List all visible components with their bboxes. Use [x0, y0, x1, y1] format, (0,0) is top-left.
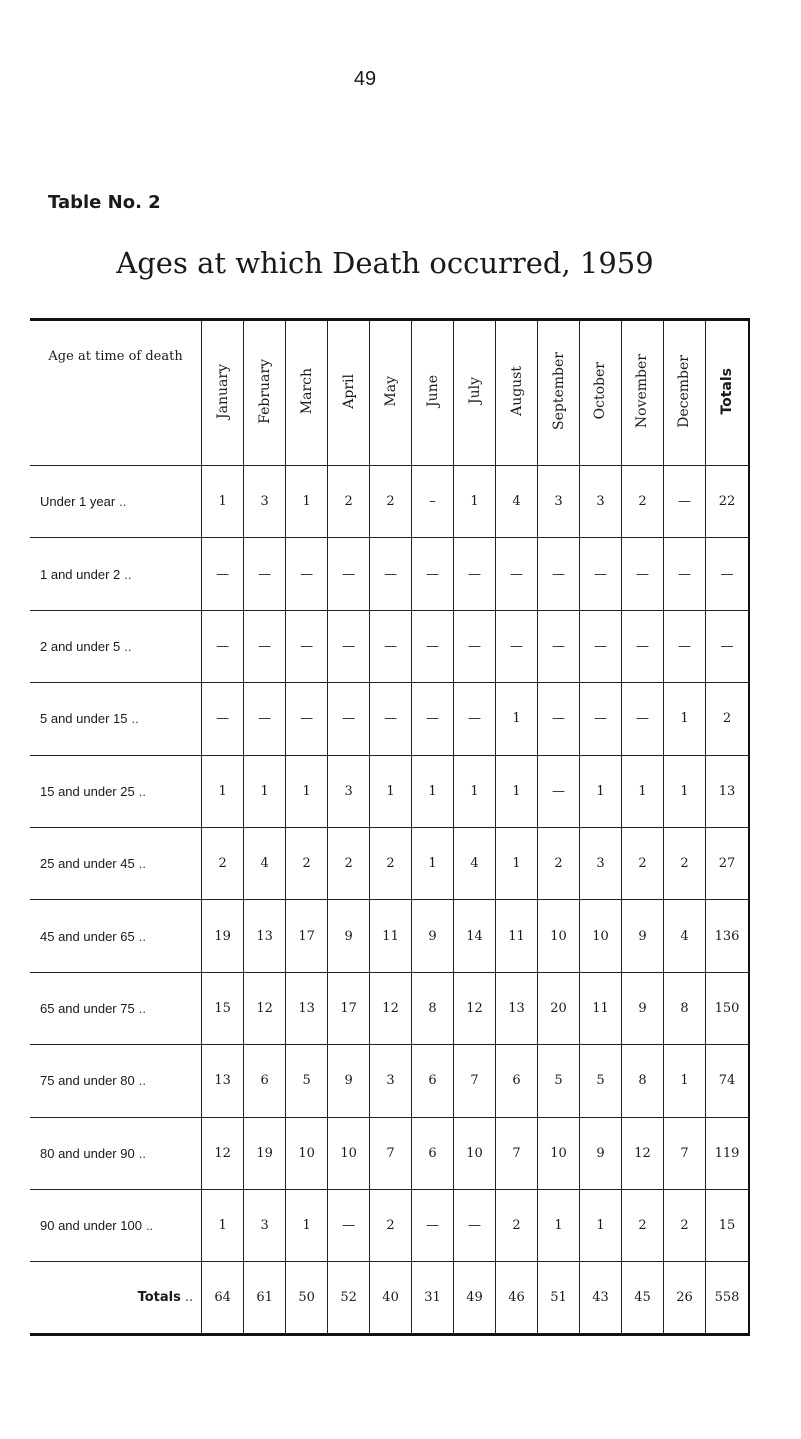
totals-column-header — [705, 320, 749, 466]
month-cell: 10 — [328, 1117, 370, 1189]
page-number: 49 — [353, 68, 377, 90]
leader-dots: .. — [124, 566, 132, 582]
leader-dots: .. — [145, 1218, 154, 1234]
month-cell: 43 — [580, 1262, 622, 1334]
month-cell: 17 — [286, 900, 328, 972]
month-cell: 2 — [370, 466, 412, 538]
month-cell: 45 — [621, 1262, 663, 1334]
month-cell: 1 — [454, 755, 496, 827]
month-cell: — — [580, 610, 622, 682]
row-label-text: 15 and under 25 — [40, 783, 135, 799]
month-cell: 52 — [328, 1262, 370, 1334]
month-cell: 19 — [244, 1117, 286, 1189]
month-cell: — — [538, 538, 580, 610]
month-cell: 1 — [286, 466, 328, 538]
month-cell: 1 — [202, 755, 244, 827]
month-cell: — — [244, 683, 286, 755]
month-cell: 2 — [286, 827, 328, 899]
month-cell: 10 — [538, 1117, 580, 1189]
month-header-january — [202, 320, 244, 466]
month-cell: 51 — [538, 1262, 580, 1334]
month-cell: 64 — [202, 1262, 244, 1334]
month-cell: – — [412, 466, 454, 538]
month-cell: 13 — [496, 972, 538, 1044]
month-cell: 1 — [286, 1189, 328, 1261]
month-cell: 7 — [496, 1117, 538, 1189]
month-header-august — [496, 320, 538, 466]
month-cell: — — [538, 755, 580, 827]
month-cell: — — [412, 538, 454, 610]
month-header-label: May — [382, 375, 399, 407]
month-header-label: June — [424, 375, 441, 407]
row-label-text: Totals — [137, 1289, 181, 1305]
month-cell: 4 — [454, 827, 496, 899]
row-total-cell: 119 — [705, 1117, 749, 1189]
month-cell: 3 — [370, 1045, 412, 1117]
month-cell: 12 — [370, 972, 412, 1044]
month-cell: 2 — [328, 827, 370, 899]
month-cell: 1 — [454, 466, 496, 538]
month-cell: — — [621, 683, 663, 755]
row-label — [30, 900, 202, 972]
table-row — [30, 1117, 749, 1189]
table-label: Table No. 2 — [48, 192, 161, 213]
month-cell: — — [328, 683, 370, 755]
month-cell: 2 — [328, 466, 370, 538]
month-header-label: February — [256, 358, 273, 424]
row-total-cell: 150 — [705, 972, 749, 1044]
month-cell: 3 — [244, 466, 286, 538]
month-cell: 6 — [244, 1045, 286, 1117]
month-cell: 17 — [328, 972, 370, 1044]
row-label-text: 65 and under 75 — [40, 1000, 135, 1016]
row-label-text: 25 and under 45 — [40, 856, 135, 872]
leader-dots: .. — [138, 1145, 146, 1161]
month-cell: 10 — [580, 900, 622, 972]
month-cell: 3 — [244, 1189, 286, 1261]
table-row — [30, 900, 749, 972]
month-cell: 9 — [328, 900, 370, 972]
month-cell: 13 — [244, 900, 286, 972]
month-cell: 11 — [580, 972, 622, 1044]
leader-dots: .. — [184, 1289, 194, 1305]
month-cell: 2 — [370, 827, 412, 899]
row-label-text: 80 and under 90 — [40, 1145, 135, 1161]
month-cell: 1 — [580, 1189, 622, 1261]
month-cell: 13 — [286, 972, 328, 1044]
month-cell: 4 — [496, 466, 538, 538]
month-cell: 9 — [412, 900, 454, 972]
row-label-text: 75 and under 80 — [40, 1073, 135, 1089]
month-cell: 3 — [538, 466, 580, 538]
month-cell: — — [412, 683, 454, 755]
month-cell: — — [370, 610, 412, 682]
month-header-label: April — [340, 373, 357, 409]
month-header-label: October — [592, 362, 609, 420]
month-cell: 1 — [496, 827, 538, 899]
month-cell: 14 — [454, 900, 496, 972]
month-cell: — — [244, 538, 286, 610]
month-cell: 12 — [244, 972, 286, 1044]
month-cell: — — [328, 1189, 370, 1261]
table-row — [30, 1045, 749, 1117]
month-cell: — — [412, 1189, 454, 1261]
month-cell: — — [538, 610, 580, 682]
month-cell: 1 — [286, 755, 328, 827]
month-cell: 1 — [412, 755, 454, 827]
row-label — [30, 1045, 202, 1117]
row-total-cell: 2 — [705, 683, 749, 755]
month-cell: — — [496, 610, 538, 682]
totals-row — [30, 1262, 749, 1334]
month-cell: 1 — [621, 755, 663, 827]
month-cell: 6 — [412, 1117, 454, 1189]
month-header-july — [454, 320, 496, 466]
month-header-october — [580, 320, 622, 466]
month-cell: 6 — [412, 1045, 454, 1117]
leader-dots: .. — [138, 928, 146, 944]
month-cell: 19 — [202, 900, 244, 972]
month-cell: — — [621, 610, 663, 682]
month-header-label: September — [550, 352, 567, 430]
age-column-header: Age at time of death — [30, 320, 202, 466]
month-cell: — — [580, 683, 622, 755]
month-cell: 2 — [663, 827, 705, 899]
leader-dots: .. — [138, 1000, 146, 1016]
month-cell: 1 — [496, 683, 538, 755]
month-cell: — — [538, 683, 580, 755]
leader-dots: .. — [138, 783, 146, 799]
month-header-label: January — [214, 363, 231, 419]
month-cell: 31 — [412, 1262, 454, 1334]
month-cell: 1 — [663, 683, 705, 755]
month-cell: — — [202, 538, 244, 610]
month-cell: — — [286, 683, 328, 755]
month-cell: — — [663, 466, 705, 538]
month-cell: 8 — [621, 1045, 663, 1117]
row-label-text: 1 and under 2 — [40, 566, 121, 582]
row-label — [30, 827, 202, 899]
row-total-cell: 74 — [705, 1045, 749, 1117]
month-cell: — — [286, 610, 328, 682]
table-row — [30, 827, 749, 899]
month-cell: — — [244, 610, 286, 682]
month-cell: — — [202, 683, 244, 755]
month-cell: 1 — [580, 755, 622, 827]
month-cell: 1 — [663, 755, 705, 827]
month-cell: 4 — [663, 900, 705, 972]
row-label — [30, 466, 202, 538]
row-label — [30, 972, 202, 1044]
month-cell: — — [663, 610, 705, 682]
month-header-label: March — [298, 367, 315, 415]
row-label-text: 2 and under 5 — [40, 638, 121, 654]
month-cell: 15 — [202, 972, 244, 1044]
deaths-by-age-table — [30, 318, 750, 1336]
row-label-text: 45 and under 65 — [40, 928, 135, 944]
month-cell: — — [580, 538, 622, 610]
month-cell: 9 — [621, 972, 663, 1044]
month-cell: — — [202, 610, 244, 682]
month-cell: 1 — [663, 1045, 705, 1117]
row-total-cell: 22 — [705, 466, 749, 538]
month-cell: 6 — [496, 1045, 538, 1117]
month-cell: 1 — [496, 755, 538, 827]
month-cell: 7 — [454, 1045, 496, 1117]
month-cell: — — [496, 538, 538, 610]
month-cell: 46 — [496, 1262, 538, 1334]
table-row — [30, 1189, 749, 1261]
month-cell: 5 — [538, 1045, 580, 1117]
month-cell: 1 — [412, 827, 454, 899]
totals-header-label: Totals — [718, 367, 735, 415]
month-cell: 9 — [328, 1045, 370, 1117]
month-cell: — — [621, 538, 663, 610]
month-cell: 26 — [663, 1262, 705, 1334]
month-cell: 61 — [244, 1262, 286, 1334]
month-header-february — [244, 320, 286, 466]
month-cell: 3 — [328, 755, 370, 827]
row-label-text: 5 and under 15 — [40, 711, 128, 727]
month-cell: — — [454, 610, 496, 682]
row-label — [30, 1117, 202, 1189]
row-total-cell: 15 — [705, 1189, 749, 1261]
row-label — [30, 1189, 202, 1261]
row-total-cell: — — [705, 610, 749, 682]
month-cell: — — [454, 1189, 496, 1261]
month-header-june — [412, 320, 454, 466]
month-cell: — — [328, 610, 370, 682]
month-cell: 2 — [621, 827, 663, 899]
month-cell: 12 — [202, 1117, 244, 1189]
month-cell: 12 — [621, 1117, 663, 1189]
month-cell: 9 — [621, 900, 663, 972]
month-cell: 12 — [454, 972, 496, 1044]
month-cell: 7 — [663, 1117, 705, 1189]
month-cell: 13 — [202, 1045, 244, 1117]
row-label — [30, 1262, 202, 1334]
month-cell: 10 — [538, 900, 580, 972]
table-row — [30, 538, 749, 610]
table-row — [30, 610, 749, 682]
month-cell: 2 — [202, 827, 244, 899]
month-cell: — — [412, 610, 454, 682]
row-label-text: 90 and under 100 — [40, 1218, 142, 1234]
month-cell: 5 — [580, 1045, 622, 1117]
month-cell: 4 — [244, 827, 286, 899]
month-header-may — [370, 320, 412, 466]
leader-dots: .. — [124, 638, 132, 654]
row-total-cell: 558 — [705, 1262, 749, 1334]
table-row — [30, 755, 749, 827]
month-cell: 2 — [621, 466, 663, 538]
month-cell: 5 — [286, 1045, 328, 1117]
month-cell: — — [663, 538, 705, 610]
row-total-cell: 27 — [705, 827, 749, 899]
month-cell: 1 — [244, 755, 286, 827]
month-cell: — — [328, 538, 370, 610]
month-cell: 1 — [538, 1189, 580, 1261]
month-cell: — — [286, 538, 328, 610]
month-cell: 1 — [202, 466, 244, 538]
month-header-november — [621, 320, 663, 466]
month-cell: 11 — [370, 900, 412, 972]
month-cell: 8 — [663, 972, 705, 1044]
row-label — [30, 610, 202, 682]
month-cell: 50 — [286, 1262, 328, 1334]
month-cell: 11 — [496, 900, 538, 972]
month-cell: 3 — [580, 827, 622, 899]
leader-dots: .. — [119, 494, 127, 510]
month-cell: — — [370, 683, 412, 755]
month-cell: 1 — [202, 1189, 244, 1261]
month-cell: — — [454, 538, 496, 610]
month-header-march — [286, 320, 328, 466]
table-row — [30, 683, 749, 755]
leader-dots: .. — [138, 856, 146, 872]
month-cell: 1 — [370, 755, 412, 827]
row-total-cell: 13 — [705, 755, 749, 827]
row-label — [30, 538, 202, 610]
table-row — [30, 466, 749, 538]
row-total-cell: — — [705, 538, 749, 610]
month-header-label: July — [466, 377, 483, 405]
month-cell: 2 — [663, 1189, 705, 1261]
table-body — [30, 466, 749, 1335]
month-cell: 10 — [454, 1117, 496, 1189]
month-cell: 2 — [621, 1189, 663, 1261]
table-title: Ages at which Death occurred, 1959 — [116, 246, 654, 280]
month-cell: — — [370, 538, 412, 610]
leader-dots: .. — [138, 1073, 146, 1089]
month-header-label: December — [676, 354, 693, 428]
row-label-text: Under 1 year — [40, 494, 116, 510]
month-cell: 7 — [370, 1117, 412, 1189]
month-cell: 10 — [286, 1117, 328, 1189]
month-cell: 3 — [580, 466, 622, 538]
month-cell: 2 — [538, 827, 580, 899]
leader-dots: .. — [131, 711, 139, 727]
month-cell: 2 — [496, 1189, 538, 1261]
month-cell: 20 — [538, 972, 580, 1044]
month-header-label: August — [508, 366, 525, 416]
month-cell: 49 — [454, 1262, 496, 1334]
month-header-april — [328, 320, 370, 466]
table-row — [30, 972, 749, 1044]
row-label — [30, 755, 202, 827]
month-cell: — — [454, 683, 496, 755]
row-total-cell: 136 — [705, 900, 749, 972]
header-row — [30, 320, 749, 466]
month-cell: 2 — [370, 1189, 412, 1261]
month-header-september — [538, 320, 580, 466]
month-cell: 40 — [370, 1262, 412, 1334]
month-header-december — [663, 320, 705, 466]
month-cell: 8 — [412, 972, 454, 1044]
month-header-label: November — [634, 353, 651, 429]
row-label — [30, 683, 202, 755]
month-cell: 9 — [580, 1117, 622, 1189]
